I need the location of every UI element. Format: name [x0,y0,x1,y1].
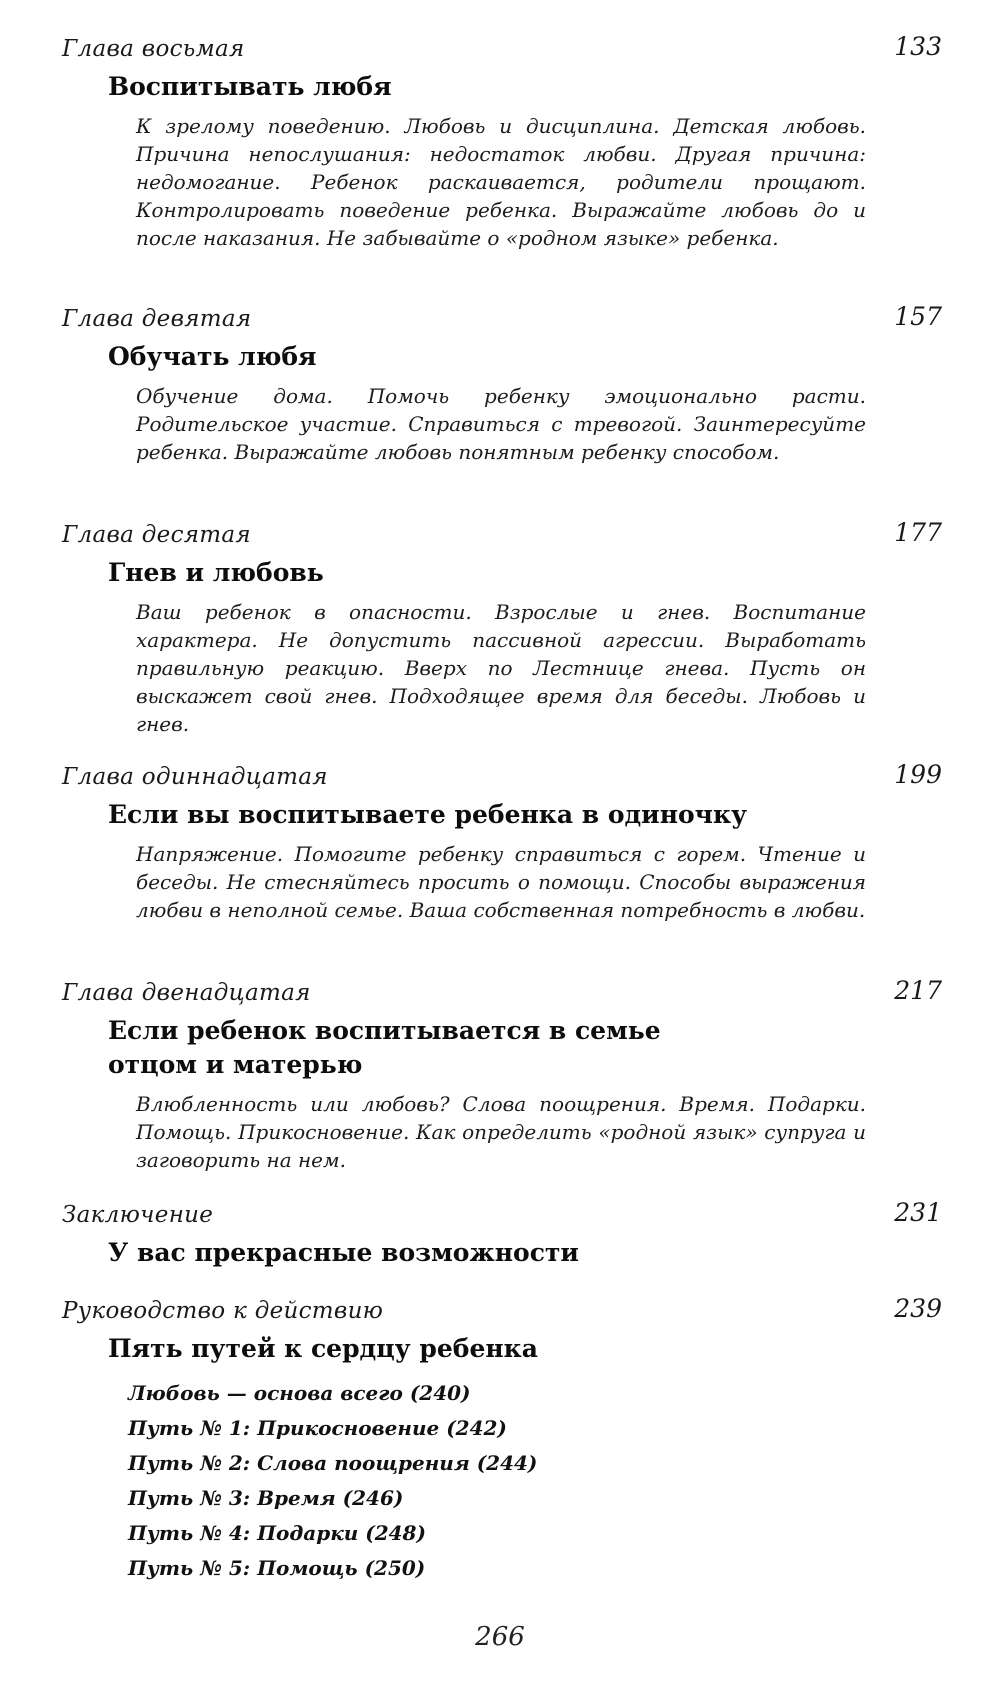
chapter-label: Глава одиннадцатая [62,764,328,790]
ways-list [128,1376,942,1586]
way-item: Любовь — основа всего (240) [128,1381,471,1405]
chapter-page-number: 157 [894,302,942,331]
way-item: Путь № 2: Слова поощрения (244) [128,1451,538,1475]
chapter-label: Глава девятая [62,306,252,332]
chapter-label: Глава двенадцатая [62,980,311,1006]
chapter-heading-row [62,32,942,66]
chapter-page-number: 133 [894,32,942,61]
chapter-description: К зрелому поведению. Любовь и дисциплина. Детская любовь. Причина непослушания: недостаток любви. Другая причина: недомогание. Ребенок раскаивается, родители прощают. Контролировать поведение ребенка. Выражайте любовь до и после наказания. Не забывайте о «родном языке» ребенка. [136,114,866,250]
chapter-title: Воспитывать любя [108,72,392,101]
chapter-title: У вас прекрасные возможности [108,1238,579,1267]
chapter-description: Влюбленность или любовь? Слова поощрения. Время. Подарки. Помощь. Прикосновение. Как определить «родной язык» супруга и заговорить на нем. [136,1092,866,1172]
chapter-title: Если вы воспитываете ребенка в одиночку [108,800,748,829]
toc-entry-chapter-9 [62,302,942,466]
chapter-label: Заключение [62,1202,214,1228]
way-item: Путь № 4: Подарки (248) [128,1521,426,1545]
chapter-description: Напряжение. Помогите ребенку справиться с горем. Чтение и беседы. Не стесняйтесь просить о помощи. Способы выражения любви в неполной семье. Ваша собственная потребность в любви. [136,842,866,922]
chapter-heading-row [62,1198,942,1232]
chapter-page-number: 217 [894,976,942,1005]
way-item: Путь № 3: Время (246) [128,1486,404,1510]
toc-entry-chapter-12 [62,976,942,1174]
chapter-heading-row [62,976,942,1010]
toc-entry-chapter-10 [62,518,942,738]
chapter-label: Глава десятая [62,522,251,548]
chapter-title: Если ребенок воспитывается в семье отцом и матерью [108,1016,661,1079]
chapter-title: Обучать любя [108,342,317,371]
chapter-label: Руководство к действию [62,1298,384,1324]
toc-entry-chapter-8 [62,32,942,252]
chapter-page-number: 231 [894,1198,942,1227]
chapter-heading-row [62,518,942,552]
chapter-title: Пять путей к сердцу ребенка [108,1334,538,1363]
toc-entry-chapter-11 [62,760,942,924]
way-item: Путь № 5: Помощь (250) [128,1556,426,1580]
chapter-label: Глава восьмая [62,36,245,62]
chapter-page-number: 199 [894,760,942,789]
chapter-title: Гнев и любовь [108,558,324,587]
toc-entry-conclusion [62,1198,942,1270]
way-item: Путь № 1: Прикосновение (242) [128,1416,507,1440]
page-number: 266 [475,1622,525,1652]
chapter-heading-row [62,302,942,336]
chapter-heading-row [62,760,942,794]
chapter-description: Обучение дома. Помочь ребенку эмоционально расти. Родительское участие. Справиться с тревогой. Заинтересуйте ребенка. Выражайте любовь понятным ребенку способом. [136,384,866,464]
chapter-page-number: 177 [894,518,942,547]
toc-entry-action-guide [62,1294,942,1586]
chapter-description: Ваш ребенок в опасности. Взрослые и гнев. Воспитание характера. Не допустить пассивной агрессии. Выработать правильную реакцию. Вверх по Лестнице гнева. Пусть он выскажет свой гнев. Подходящее время для беседы. Любовь и гнев. [136,600,866,736]
chapter-page-number: 239 [894,1294,942,1323]
chapter-heading-row [62,1294,942,1328]
